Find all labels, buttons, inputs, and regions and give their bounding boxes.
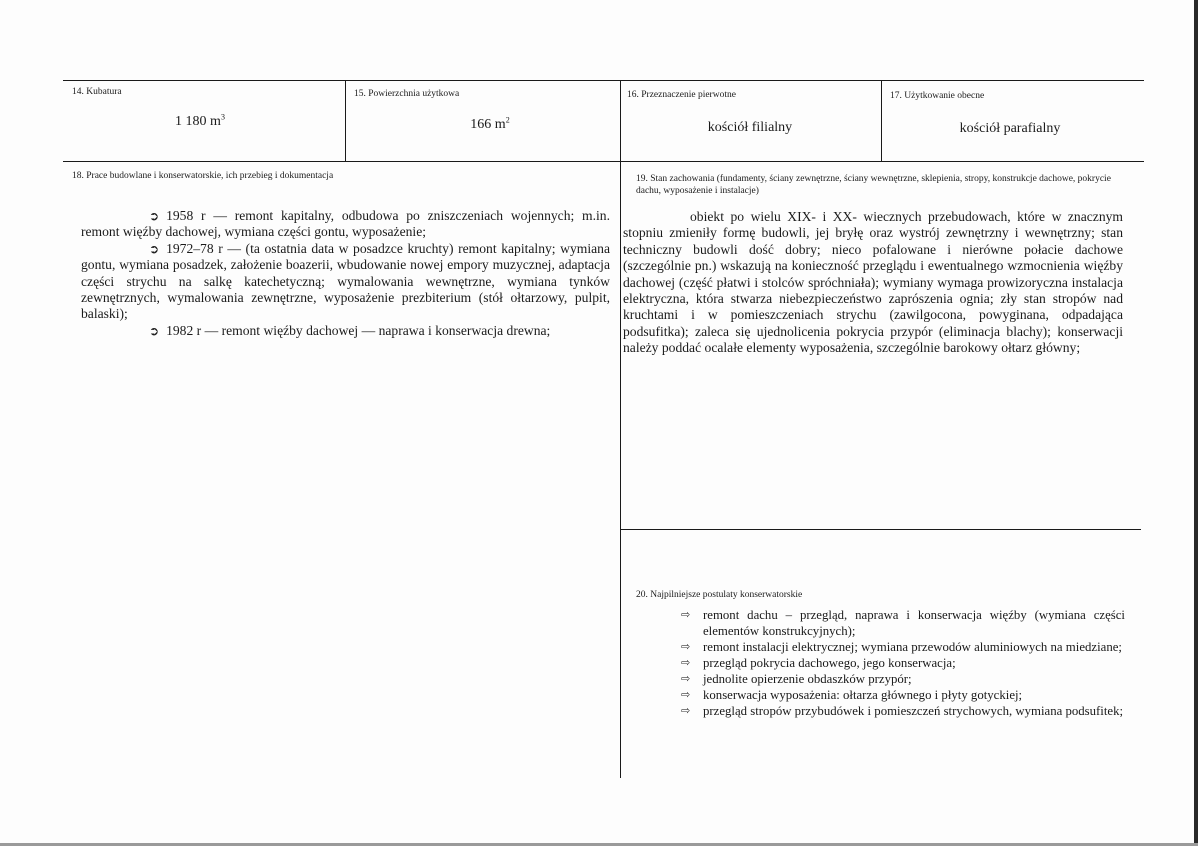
field-value-powierzchnia: 166 $m^2$ [470,115,510,132]
list-item: ➲ 1972–78 r — (ta ostatnia data w posadzce kruchty) remont kapitalny; wymiana gontu, wymiana posadzek, założenie boazerii, wbudowanie nowej empory muzycznej, adaptacja części strychu na salkę katechetyczną; wymalowania wewnętrzne, wymiana tynków zewnętrznych, wymalowania zewnętrzne, wyposażenie prezbiterium (stół ołtarzowy, pulpit, balaski); [81,240,610,322]
list-item: ⇨ jednolite opierzenie obdaszków przypór; [681,672,912,686]
outline-arrow-icon: ⇨ [681,640,691,653]
circled-arrow-icon: ➲ [149,209,160,223]
list-item: ⇨ konserwacja wyposażenia: ołtarza głównego i płyty gotyckiej; [681,688,1023,702]
field-value-uzytkowanie: kościół parafialny [959,121,1061,136]
section-18-content [81,208,610,339]
list-item: ➲ 1982 r — remont więźby dachowej — naprawa i konserwacja drewna; [81,323,610,339]
section-19-text: obiekt po wielu XIX- i XX- wiecznych przebudowach, które w znacznym stopniu zmieniły formę budowli, jej bryłę oraz wystrój zewnętrzny i wewnętrzny; stan techniczny budowli dość dobry; nieco pofalowane i nierówne połacie dachowe (szczególnie pn.) wskazują na konieczność przeglądu i ewentualnego wzmocnienia więźby dachowej (część płatwi i stolców spróchniała); wymiany wymaga prowizoryczna instalacja elektryczna, która stwarza niebezpieczeństwo zaprószenia ognia; zły stan stropów nad kruchtami i w pomieszczeniach strychu (zawilgocona, powyginana, odpadająca podsufitka); zaleca się ujednolicenia pokrycia przypór (eliminacja blachy); konserwacji należy poddać ocalałe elementy wyposażenia, szczególnie barokowy ołtarz główny; [623,209,1123,356]
field-label-powierzchnia: 15. Powierzchnia użytkowa [354,89,460,99]
list-item: ⇨ przegląd pokrycia dachowego, jego konserwacja; [681,656,956,670]
field-value-przeznaczenie: kościół filialny [707,120,793,135]
table-top-rule [63,80,1144,81]
section-19-label: 19. Stan zachowania (fundamenty, ściany zewnętrzne, ściany wewnętrzne, sklepienia, stropy, konstrukcje dachowe, pokrycie dachu, wyposażenie i instalacje) [636,174,1111,196]
column-divider [345,80,346,161]
outline-arrow-icon: ⇨ [681,608,691,621]
outline-arrow-icon: ⇨ [681,688,691,701]
column-divider [881,80,882,161]
section-20-list [681,607,1125,719]
circled-arrow-icon: ➲ [149,323,160,338]
outline-arrow-icon: ⇨ [681,704,691,717]
row-divider [63,161,1144,162]
row-divider [620,529,1141,530]
field-label-uzytkowanie: 17. Użytkowanie obecne [890,91,985,101]
field-label-przeznaczenie: 16. Przeznaczenie pierwotne [627,90,736,100]
list-item: ➲ 1958 r — remont kapitalny, odbudowa po zniszczeniach wojennych; m.in. remont więźby dachowej, wymiana części gontu, wyposażenie; [81,208,610,240]
outline-arrow-icon: ⇨ [681,672,691,685]
section-18-label: 18. Prace budowlane i konserwatorskie, ich przebieg i dokumentacja [72,171,334,181]
section-20-label: 20. Najpilniejsze postulaty konserwatorskie [636,590,803,600]
section-19-content [623,209,1123,357]
list-item: ⇨ remont dachu – przegląd, naprawa i konserwacja więźby (wymiana części elementów konstrukcyjnych); [681,608,1125,638]
field-value-kubatura: 1 180 $m^3$ [175,112,225,129]
list-item: ⇨ remont instalacji elektrycznej; wymiana przewodów aluminiowych na miedziane; [681,640,1122,654]
column-divider [620,80,621,778]
list-item: ⇨ przegląd stropów przybudówek i pomieszczeń strychowych, wymiana podsufitek; [681,704,1124,718]
circled-arrow-icon: ➲ [149,241,160,256]
outline-arrow-icon: ⇨ [681,656,691,669]
field-label-kubatura: 14. Kubatura [72,87,122,97]
scan-edge [1194,0,1198,846]
